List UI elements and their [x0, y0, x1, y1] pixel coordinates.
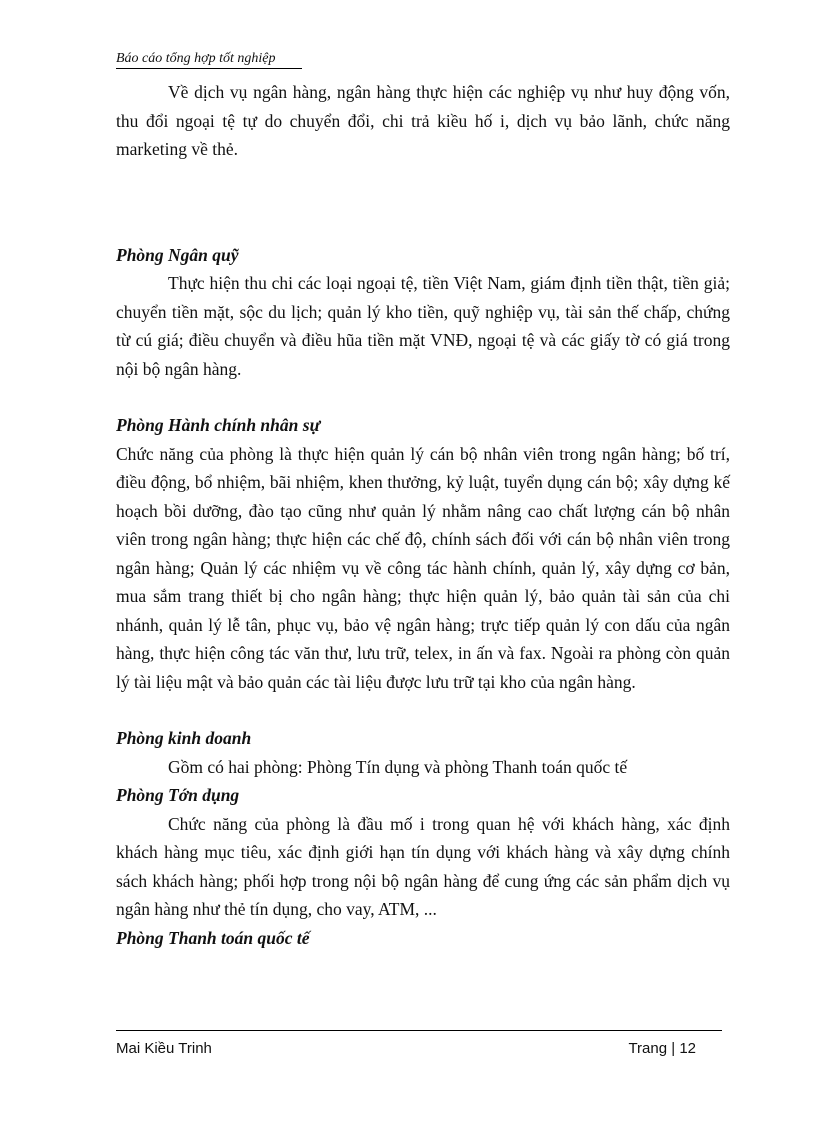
- header-title: Báo cáo tổng hợp tốt nghiệp: [116, 51, 276, 66]
- header-rule: [116, 68, 302, 69]
- section-heading-hanh-chinh: Phòng Hành chính nhân sự: [116, 415, 321, 435]
- subsection-heading-thanh-toan: Phòng Thanh toán quốc tế: [116, 927, 310, 948]
- intro-paragraph: Về dịch vụ ngân hàng, ngân hàng thực hiện các nghiệp vụ như huy động vốn, thu đổi ngoại tệ tự do chuyển đổi, chi trả kiều hố i, dịch vụ bảo lãnh, chức năng marketing về thẻ.: [116, 82, 730, 159]
- subsection-paragraph-tin-dung: Chức năng của phòng là đầu mố i trong quan hệ với khách hàng, xác định khách hàng mục tiêu, xác định giới hạn tín dụng với khách hàng và xây dựng chính sách khách hàng; phối hợp trong nội bộ ngân hàng để cung ứng các sản phẩm dịch vụ ngân hàng như thẻ tín dụng, cho vay, ATM, ...: [116, 813, 730, 919]
- section-heading-kinh-doanh: Phòng kinh doanh: [116, 728, 252, 748]
- section-paragraph-ngan-quy: Thực hiện thu chi các loại ngoại tệ, tiền Việt Nam, giám định tiền thật, tiền giả; chuyển tiền mặt, sộc du lịch; quản lý kho tiền, quỹ nghiệp vụ, tài sản thế chấp, chứng từ cú giá; điều chuyển và điều hũa tiền mặt VNĐ, ngoại tệ và các giấy tờ có giá trong nội bộ ngân hàng.: [116, 273, 730, 379]
- section-paragraph-hanh-chinh: Chức năng của phòng là thực hiện quản lý cán bộ nhân viên trong ngân hàng; bố trí, điều động, bổ nhiệm, bãi nhiệm, khen thưởng, kỷ luật, tuyển dụng cán bộ; xây dựng kế hoạch bồi dưỡng, đào tạo cũng như quản lý nhằm nâng cao chất lượng cán bộ nhân viên trong ngân hàng; thực hiện các chế độ, chính sách đối với cán bộ nhân viên trong ngân hàng; Quản lý các nhiệm vụ về công tác hành chính, quản lý, xây dựng cơ bản, mua sắm trang thiết bị cho ngân hàng; thực hiện quản lý, bảo quản tài sản của chi nhánh, quản lý lễ tân, phục vụ, bảo vệ ngân hàng; trực tiếp quản lý con dấu của ngân hàng, thực hiện công tác văn thư, lưu trữ, telex, in ấn và fax. Ngoài ra phòng còn quản lý tài liệu mật và bảo quản các tài liệu được lưu trữ tại kho của ngân hàng.: [116, 443, 730, 692]
- section-heading-ngan-quy: Phòng Ngân quỹ: [116, 244, 239, 265]
- footer-rule: [116, 1030, 722, 1031]
- document-body: [116, 78, 730, 952]
- spacer: [116, 696, 730, 724]
- footer-author: Mai Kiều Trinh: [116, 1040, 212, 1057]
- section-paragraph-kinh-doanh: Gồm có hai phòng: Phòng Tín dụng và phòng Thanh toán quốc tế: [168, 756, 628, 777]
- subsection-heading-tin-dung: Phòng Tớn dụng: [116, 785, 240, 805]
- footer-page-number: Trang | 12: [628, 1040, 696, 1057]
- spacer: [116, 164, 730, 241]
- spacer: [116, 383, 730, 411]
